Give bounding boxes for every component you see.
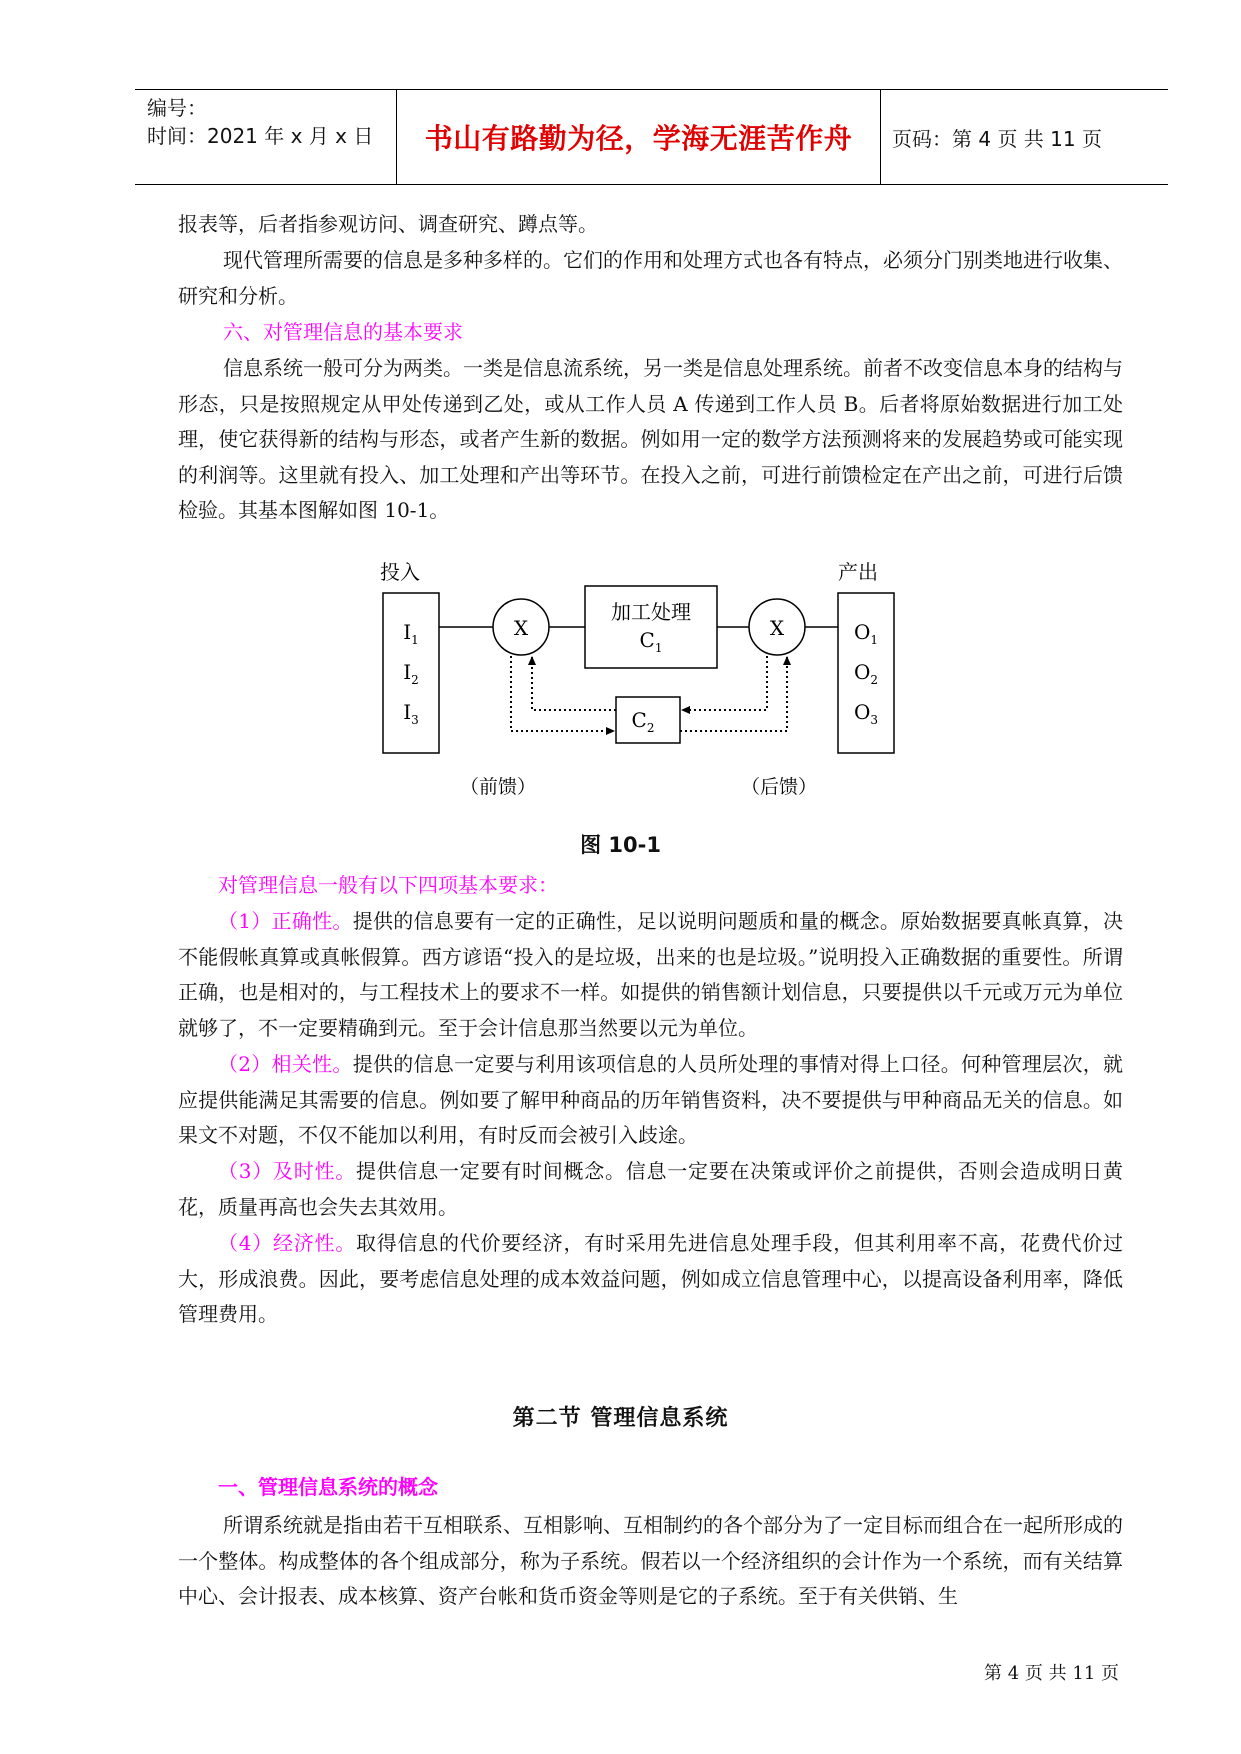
output-items <box>854 620 878 727</box>
document-code-label: 编号： <box>147 96 207 120</box>
process-label: 加工处理 <box>611 600 691 624</box>
document-time-label: 时间：2021 年 x 月 x 日 <box>147 124 374 148</box>
subsection-heading: 一、管理信息系统的概念 <box>218 1475 438 1499</box>
input-item: $I_2$ <box>403 660 419 687</box>
output-item: $O_2$ <box>853 660 879 687</box>
requirement-text: 提供的信息一定要与利用该项信息的人员所处理的事情对得上口径。何种管理层次，就应提供能满足其需要的信息。例如要了解甲种商品的历年销售资料，决不要提供与甲种商品无关的信息。如果文不对题，不仅不能加以利用，有时反而会被引入歧途。 <box>178 1052 1124 1147</box>
control-box <box>616 697 680 743</box>
input-items <box>403 620 419 727</box>
process-box <box>585 586 717 668</box>
requirement-item <box>178 1226 1123 1333</box>
section-title: 第二节 管理信息系统 <box>512 1406 729 1431</box>
output-label: 产出 <box>838 560 878 584</box>
process-code: $C_1$ <box>639 628 663 655</box>
requirement-label: （1）正确性。 <box>218 909 353 933</box>
paragraph: 报表等，后者指参观访问、调查研究、蹲点等。 <box>178 212 598 236</box>
paragraph: 信息系统一般可分为两类。一类是信息流系统，另一类是信息处理系统。前者不改变信息本身的结构与形态，只是按照规定从甲处传递到乙处，或从工作人员 A 传递到工作人员 B。后者将原始数据进行加工处理，使它获得新的结构与形态，或者产生新的数据。例如用一定的数学方法预测将来的发展趋势或可能实现的利润等。这里就有投入、加工处理和产出等环节。在投入之前，可进行前馈检定在产出之前，可进行后馈检验。其基本图解如图 10-1。 <box>178 356 1123 522</box>
input-item: $I_1$ <box>403 620 419 647</box>
requirement-text: 提供的信息要有一定的正确性，足以说明问题质和量的概念。原始数据要真帐真算，决不能假帐真算或真帐假算。西方谚语“投入的是垃圾，出来的也是垃圾。”说明投入正确数据的重要性。所谓正确，也是相对的，与工程技术上的要求不一样。如提供的销售额计划信息，只要提供以千元或万元为单位就够了，不一定要精确到元。至于会计信息那当然要以元为单位。 <box>178 909 1124 1040</box>
requirement-item <box>178 1154 1123 1225</box>
section-heading: 六、对管理信息的基本要求 <box>223 320 463 344</box>
requirement-item <box>178 1047 1123 1154</box>
requirements-intro: 对管理信息一般有以下四项基本要求： <box>218 873 558 897</box>
control-code: $C_2$ <box>631 708 655 735</box>
requirement-text: 提供信息一定要有时间概念。信息一定要在决策或评价之前提供，否则会造成明日黄花，质量再高也会失去其效用。 <box>178 1159 1123 1219</box>
paragraph: 现代管理所需要的信息是多种多样的。它们的作用和处理方式也各有特点，必须分门别类地进行收集、研究和分析。 <box>178 248 1123 308</box>
multiplier-symbol: X <box>513 616 529 640</box>
header-page-number: 页码：第 4 页 共 11 页 <box>892 127 1102 151</box>
page-header <box>135 89 1168 185</box>
feedforward-label: （前馈） <box>460 776 537 798</box>
input-item: $I_3$ <box>403 700 419 727</box>
page-footer: 第 4 页 共 11 页 <box>984 1663 1119 1684</box>
requirement-text: 取得信息的代价要经济，有时采用先进信息处理手段，但其利用率不高，花费代价过大，形成浪费。因此，要考虑信息处理的成本效益问题，例如成立信息管理中心，以提高设备利用率，降低管理费用。 <box>178 1231 1123 1326</box>
diagram-figure <box>380 555 900 815</box>
output-item: $O_3$ <box>853 700 879 727</box>
input-label: 投入 <box>380 560 420 584</box>
feedback-diagram <box>380 555 900 815</box>
feedback-label: （后馈） <box>741 776 818 798</box>
requirement-item <box>178 904 1123 1046</box>
requirement-label: （3）及时性。 <box>218 1159 356 1183</box>
requirement-label: （4）经济性。 <box>218 1231 356 1255</box>
header-motto: 书山有路勤为径，学海无涯苦作舟 <box>424 122 853 155</box>
header-divider <box>880 90 881 184</box>
paragraph: 所谓系统就是指由若干互相联系、互相影响、互相制约的各个部分为了一定目标而组合在一起所形成的一个整体。构成整体的各个组成部分，称为子系统。假若以一个经济组织的会计作为一个系统，而有关结算中心、会计报表、成本核算、资产台帐和货币资金等则是它的子系统。至于有关供销、生 <box>178 1513 1123 1608</box>
requirement-label: （2）相关性。 <box>218 1052 353 1076</box>
output-item: $O_1$ <box>853 620 879 647</box>
multiplier-symbol: X <box>769 616 785 640</box>
figure-caption: 图 10-1 <box>580 833 661 857</box>
